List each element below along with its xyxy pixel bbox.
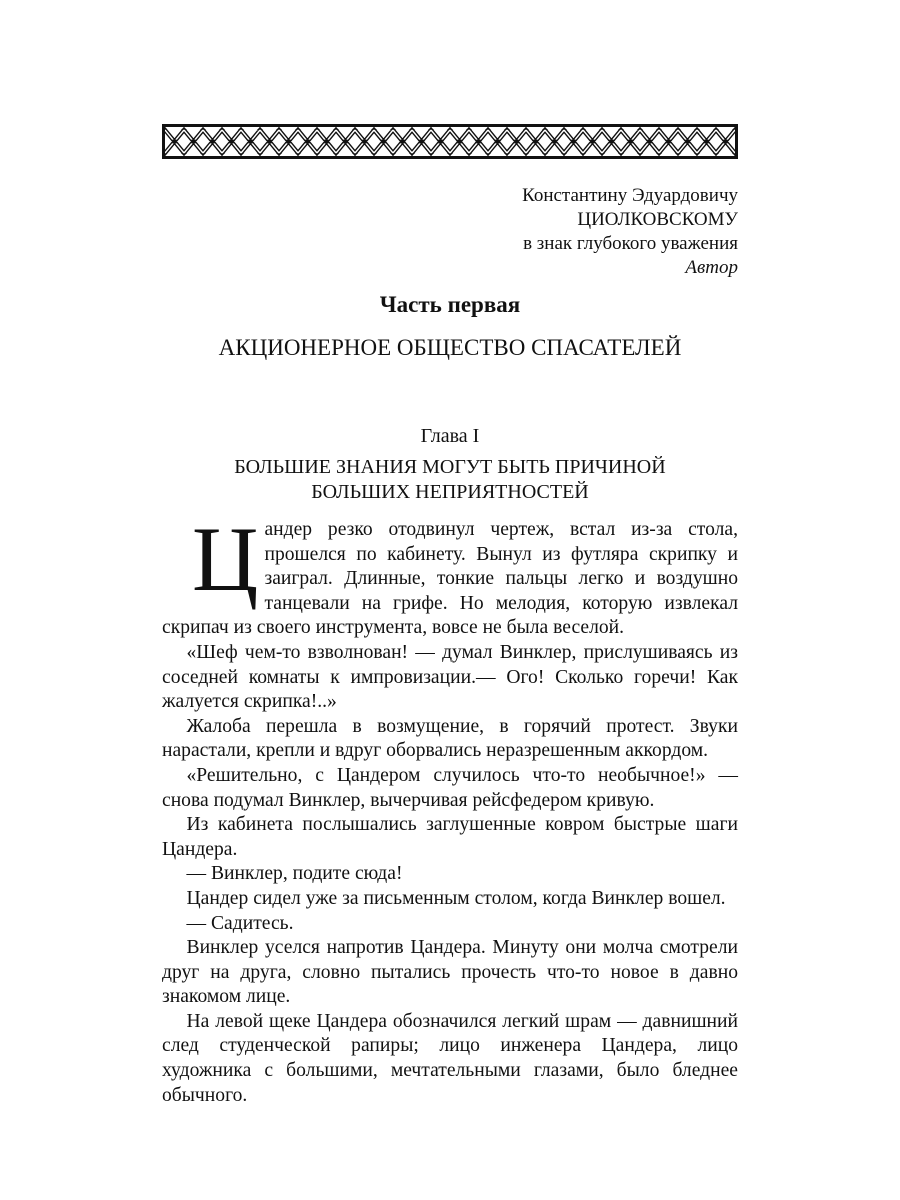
body-text — [162, 508, 738, 1108]
paragraph-4: «Решительно, с Цандером случилось что-то необычное!» — снова подумал Винклер, вычерчивая рейсфедером кривую. — [162, 764, 738, 811]
part-title: Часть первая — [379, 292, 521, 317]
paragraph-1 — [162, 508, 738, 641]
dedication-line-2: ЦИОЛКОВСКОМУ — [577, 209, 738, 230]
celtic-knot-border-icon — [162, 124, 738, 159]
dedication-author: Автор — [685, 257, 738, 278]
chapter-label: Глава I — [420, 425, 480, 447]
paragraph-9: Винклер уселся напротив Цандера. Минуту они молча смотрели друг на друга, словно пытались прочесть что-то новое в давно знакомом лице. — [162, 937, 738, 1008]
dedication-line-1: Константину Эдуардовичу — [522, 185, 738, 206]
dedication-line-3: в знак глубокого уважения — [523, 233, 738, 254]
paragraph-1-text: андер резко отодвинул чертеж, встал из-за стола, прошелся по кабинету. Вынул из футляра скрипку и заиграл. Длинные, тонкие пальцы легко и воздушно танцевали на грифе. Но мелодия, которую извлекал скрипач из своего инструмента, вовсе не была веселой. — [162, 519, 738, 639]
paragraph-6: — Винклер, подите сюда! — [186, 863, 403, 885]
paragraph-10: На левой щеке Цандера обозначился легкий шрам — давнишний след студенческой рапиры; лицо инженера Цандера, лицо художника с большими, мечтательными глазами, было бледнее обычного. — [162, 1010, 738, 1106]
paragraph-7: Цандер сидел уже за письменным столом, когда Винклер вошел. — [186, 887, 726, 909]
paragraph-5: Из кабинета послышались заглушенные ковром быстрые шаги Цандера. — [162, 814, 738, 860]
drop-cap: Ц — [192, 508, 259, 610]
chapter-title-line-2: БОЛЬШИХ НЕПРИЯТНОСТЕЙ — [311, 481, 589, 503]
paragraph-2: «Шеф чем-то взволнован! — думал Винклер, прислушиваясь из соседней комнаты к импровизации.— Ого! Сколько горечи! Как жалуется скрипка!..» — [162, 641, 738, 713]
paragraph-3: Жалоба перешла в возмущение, в горячий протест. Звуки нарастали, крепли и вдруг оборвались неразрешенным аккордом. — [162, 715, 738, 762]
paragraph-8: — Садитесь. — [186, 912, 294, 934]
book-title: АКЦИОНЕРНОЕ ОБЩЕСТВО СПАСАТЕЛЕЙ — [218, 335, 682, 360]
chapter-title — [162, 455, 738, 505]
dedication — [522, 184, 738, 280]
chapter-title-line-1: БОЛЬШИЕ ЗНАНИЯ МОГУТ БЫТЬ ПРИЧИНОЙ — [234, 456, 666, 478]
